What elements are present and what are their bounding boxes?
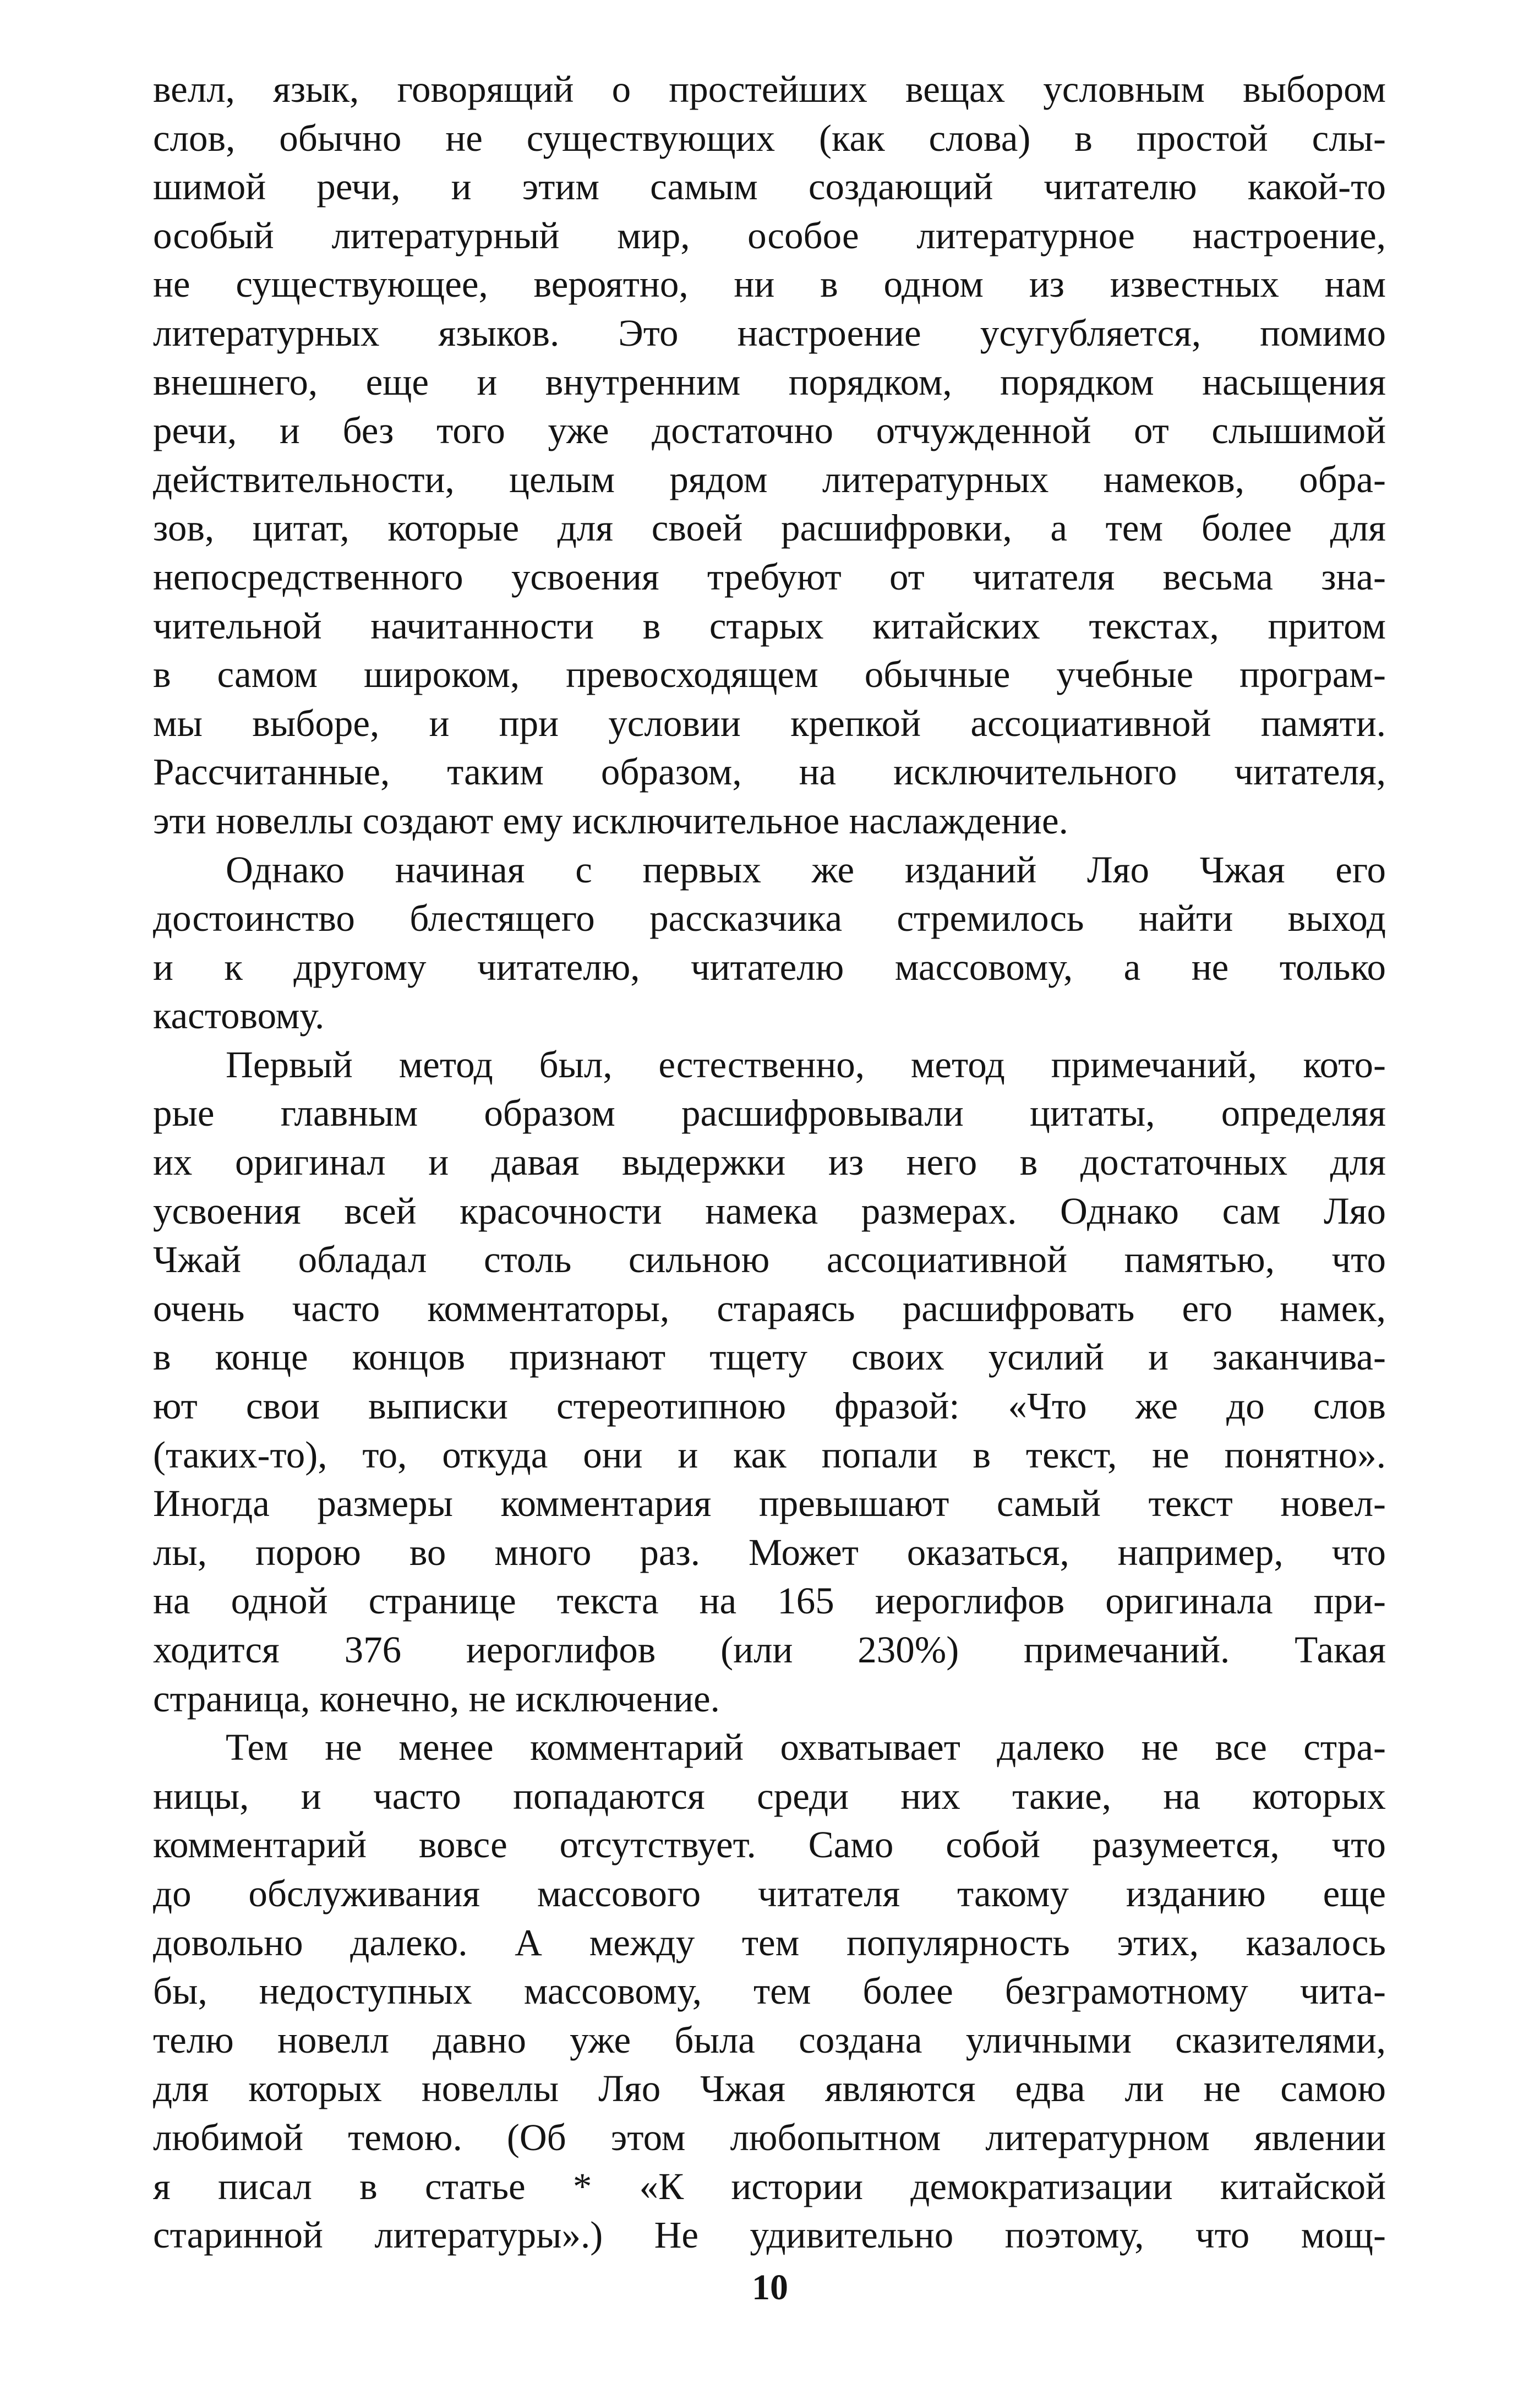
text-line: непосредственного усвоения требуют от читателя весьма зна- <box>153 555 1386 598</box>
paragraph <box>153 1040 1386 1723</box>
paragraph <box>153 65 1386 846</box>
text-line: телю новелл давно уже была создана уличными сказителями, <box>153 2019 1386 2061</box>
text-line: чительной начитанности в старых китайских текстах, притом <box>153 604 1386 647</box>
text-line: любимой темою. (Об этом любопытном литературном явлении <box>153 2116 1386 2158</box>
text-line: велл, язык, говорящий о простейших вещах условным выбором <box>153 68 1386 110</box>
text-line: Рассчитанные, таким образом, на исключительного читателя, <box>153 751 1386 793</box>
text-line: ницы, и часто попадаются среди них такие, на которых <box>153 1775 1386 1817</box>
text-line: их оригинал и давая выдержки из него в достаточных для <box>153 1141 1386 1183</box>
text-line: лы, порою во много раз. Может оказаться, например, что <box>153 1531 1386 1573</box>
text-line: довольно далеко. А между тем популярность этих, казалось <box>153 1921 1386 1963</box>
text-line: Чжай обладал столь сильною ассоциативной памятью, что <box>153 1239 1386 1281</box>
text-line: кастовому. <box>153 995 325 1037</box>
text-line: (таких-то), то, откуда они и как попали в текст, не понятно». <box>153 1433 1386 1476</box>
text-line: комментарий вовсе отсутствует. Само собой разумеется, что <box>153 1824 1386 1866</box>
text-line: особый литературный мир, особое литературное настроение, <box>153 214 1386 257</box>
page-number: 10 <box>752 2267 788 2308</box>
text-line: усвоения всей красочности намека размерах. Однако сам Ляо <box>153 1190 1386 1232</box>
text-line: для которых новеллы Ляо Чжая являются едва ли не самою <box>153 2068 1386 2110</box>
text-line: слов, обычно не существующих (как слова) в простой слы- <box>153 117 1386 159</box>
text-line: шимой речи, и этим самым создающий читателю какой-то <box>153 166 1386 208</box>
body-text <box>153 65 1386 2260</box>
text-line: речи, и без того уже достаточно отчужденной от слышимой <box>153 410 1386 452</box>
text-line: я писал в статье * «К истории демократизации китайской <box>153 2165 1386 2207</box>
text-line: в самом широком, превосходящем обычные учебные програм- <box>153 653 1386 696</box>
text-line: мы выборе, и при условии крепкой ассоциативной памяти. <box>153 702 1386 744</box>
text-line: в конце концов признают тщету своих усилий и заканчива- <box>153 1336 1386 1378</box>
text-line: ют свои выписки стереотипною фразой: «Что же до слов <box>153 1385 1386 1427</box>
text-line: ходится 376 иероглифов (или 230%) примечаний. Такая <box>153 1629 1386 1671</box>
text-line: до обслуживания массового читателя такому изданию еще <box>153 1872 1386 1914</box>
text-line: Первый метод был, естественно, метод примечаний, кото- <box>226 1043 1386 1086</box>
text-line: действительности, целым рядом литературных намеков, обра- <box>153 458 1386 500</box>
text-line: внешнего, еще и внутренним порядком, порядком насыщения <box>153 361 1386 403</box>
text-line: и к другому читателю, читателю массовому, а не только <box>153 946 1386 988</box>
text-line: Иногда размеры комментария превышают самый текст новел- <box>153 1482 1386 1525</box>
text-line: литературных языков. Это настроение усугубляется, помимо <box>153 312 1386 354</box>
paragraph <box>153 846 1386 1040</box>
text-line: очень часто комментаторы, стараясь расшифровать его намек, <box>153 1287 1386 1329</box>
text-line: достоинство блестящего рассказчика стремилось найти выход <box>153 897 1386 940</box>
text-line: эти новеллы создают ему исключительное наслаждение. <box>153 799 1068 842</box>
text-line: рые главным образом расшифровывали цитаты, определяя <box>153 1092 1386 1134</box>
text-line: страница, конечно, не исключение. <box>153 1677 720 1720</box>
text-line: Однако начиная с первых же изданий Ляо Чжая его <box>226 848 1386 891</box>
text-line: на одной странице текста на 165 иероглифов оригинала при- <box>153 1580 1386 1622</box>
paragraph <box>153 1723 1386 2260</box>
text-line: старинной литературы».) Не удивительно поэтому, что мощ- <box>153 2214 1386 2256</box>
text-line: зов, цитат, которые для своей расшифровки, а тем более для <box>153 507 1386 549</box>
text-line: бы, недоступных массовому, тем более безграмотному чита- <box>153 1970 1386 2012</box>
text-line: не существующее, вероятно, ни в одном из известных нам <box>153 263 1386 306</box>
text-line: Тем не менее комментарий охватывает далеко не все стра- <box>226 1726 1386 1769</box>
